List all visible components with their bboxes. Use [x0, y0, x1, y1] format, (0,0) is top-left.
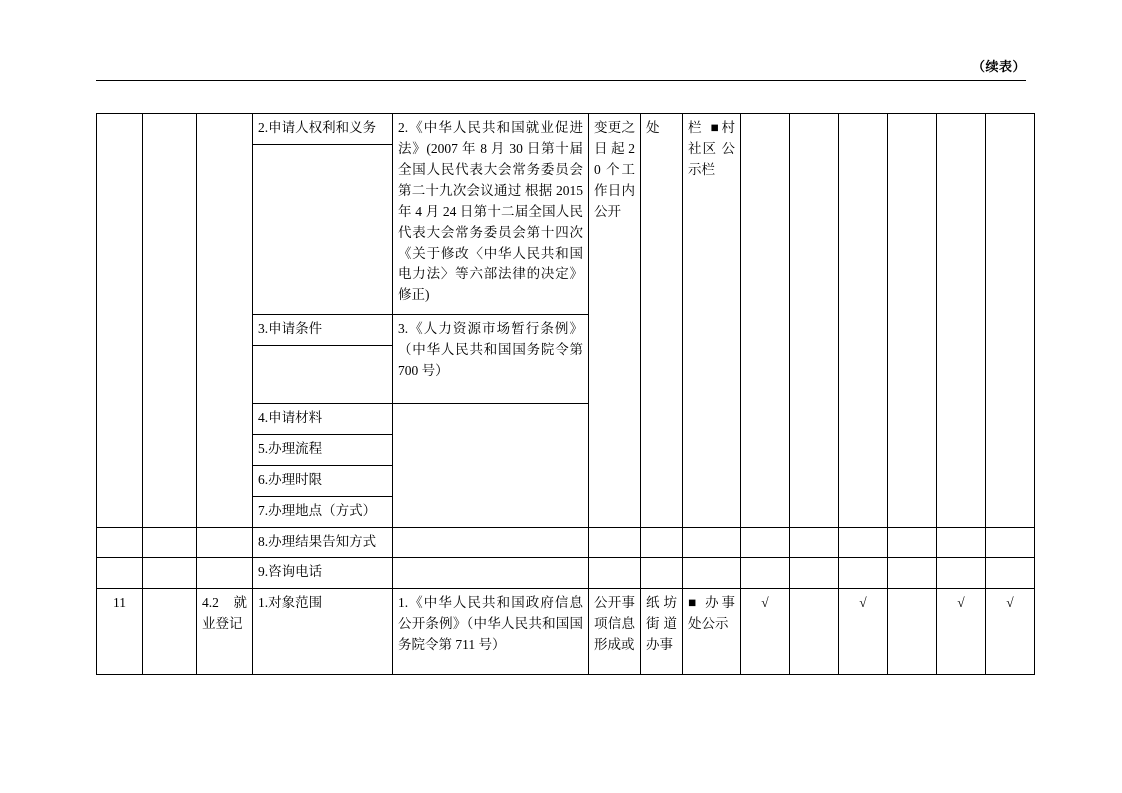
- cell-blank: [143, 558, 197, 589]
- cell-blank: [143, 527, 197, 558]
- cell-blank: [143, 589, 197, 675]
- cell-basis: [393, 558, 589, 589]
- cell-basis: 3.《人力资源市场暂行条例》（中华人民共和国国务院令第 700 号）: [393, 314, 589, 403]
- cell-mark-2: [790, 589, 839, 675]
- cell-mark-4: [888, 527, 937, 558]
- cell-mark-5: [937, 527, 986, 558]
- cell-mark-3: √: [839, 589, 888, 675]
- cell-no: [97, 558, 143, 589]
- cell-responsible: [641, 558, 683, 589]
- cell-mark-1: √: [741, 589, 790, 675]
- table-row: [97, 527, 1035, 558]
- cell-subitem: 5.办理流程: [253, 434, 393, 465]
- cell-time: 公开事项信息形成或: [589, 589, 641, 675]
- cell-time: [589, 558, 641, 589]
- cell-subitem: [253, 144, 393, 314]
- cell-mark-2: [790, 558, 839, 589]
- cell-basis: [393, 527, 589, 558]
- cell-item: 4.2 就业登记: [197, 589, 253, 675]
- cell-subitem: 4.申请材料: [253, 403, 393, 434]
- cell-mark-1: [741, 114, 790, 528]
- cell-time: 变更之日 起 20 个工作日内公开: [589, 114, 641, 528]
- cell-subitem: 9.咨询电话: [253, 558, 393, 589]
- continued-table-label: （续表）: [971, 59, 1026, 74]
- cell-subitem: [253, 345, 393, 403]
- cell-item: [197, 527, 253, 558]
- cell-place: 栏 ■村 社区 公示栏: [683, 114, 741, 528]
- cell-mark-4: [888, 114, 937, 528]
- cell-place: [683, 527, 741, 558]
- table-row: [97, 558, 1035, 589]
- cell-mark-5: [937, 114, 986, 528]
- cell-mark-5: [937, 558, 986, 589]
- cell-responsible: 纸坊街道办事: [641, 589, 683, 675]
- cell-mark-5: √: [937, 589, 986, 675]
- cell-blank: [143, 114, 197, 528]
- cell-item: [197, 558, 253, 589]
- header-divider: [96, 80, 1026, 81]
- cell-mark-1: [741, 558, 790, 589]
- cell-mark-3: [839, 558, 888, 589]
- cell-item: [197, 114, 253, 528]
- cell-place: ■ 办事 处公示: [683, 589, 741, 675]
- cell-no: 11: [97, 589, 143, 675]
- cell-responsible: [641, 527, 683, 558]
- cell-place: [683, 558, 741, 589]
- cell-mark-6: √: [986, 589, 1035, 675]
- table-row: [97, 114, 1035, 145]
- cell-mark-6: [986, 558, 1035, 589]
- cell-subitem: [253, 496, 393, 527]
- cell-mark-6: [986, 527, 1035, 558]
- cell-basis: 2.《中华人民共和国就业促进法》(2007 年 8 月 30 日第十届全国人民代表大会常务委员会第二十九次会议通过 根据 2015 年 4 月 24 日第十二届全国人民代表大会常务委员会第十四次《关于修改〈中华人民共和国电力法〉等六部法律的决定》修正): [393, 114, 589, 315]
- cell-mark-2: [790, 527, 839, 558]
- cell-mark-3: [839, 527, 888, 558]
- cell-no: [97, 527, 143, 558]
- table-container: [96, 113, 1035, 675]
- cell-basis: [393, 403, 589, 527]
- cell-mark-1: [741, 527, 790, 558]
- cell-subitem: 2.申请人权利和义务: [253, 114, 393, 145]
- cell-responsible: 处: [641, 114, 683, 528]
- cell-mark-3: [839, 114, 888, 528]
- cell-no: [97, 114, 143, 528]
- table-row: [97, 589, 1035, 675]
- cell-mark-4: [888, 558, 937, 589]
- cell-subitem: 1.对象范围: [253, 589, 393, 675]
- cell-mark-4: [888, 589, 937, 675]
- cell-basis: 1.《中华人民共和国政府信息公开条例》（中华人民共和国国务院令第 711 号）: [393, 589, 589, 675]
- cell-time: [589, 527, 641, 558]
- cell-mark-2: [790, 114, 839, 528]
- disclosure-table: [96, 113, 1035, 675]
- subitem-line: 7.办理地点（方式）: [258, 502, 377, 518]
- cell-subitem: 3.申请条件: [253, 314, 393, 345]
- cell-subitem: 6.办理时限: [253, 465, 393, 496]
- cell-mark-6: [986, 114, 1035, 528]
- cell-subitem: 8.办理结果告知方式: [253, 527, 393, 558]
